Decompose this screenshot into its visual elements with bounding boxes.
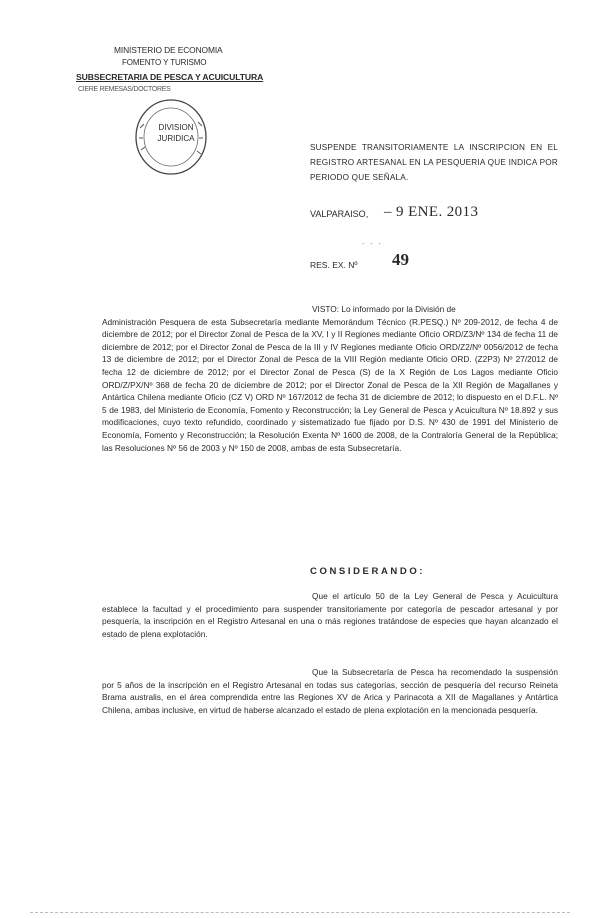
header-stamp-line: CIERE REMESAS/DOCTORES xyxy=(78,86,171,93)
resolution-label: RES. EX. Nº xyxy=(310,260,358,270)
date-value: – 9 ENE. 2013 xyxy=(384,204,479,220)
considerando-heading: CONSIDERANDO: xyxy=(310,566,426,577)
page-bottom-rule xyxy=(30,912,570,913)
seal-label: DIVISION JURIDICA xyxy=(157,123,195,143)
ministry-subtitle: FOMENTO Y TURISMO xyxy=(122,58,207,67)
resolution-subject: SUSPENDE TRANSITORIAMENTE LA INSCRIPCION EN EL REGISTRO ARTESANAL EN LA PESQUERIA QUE INDICA POR PERIODO QUE SEÑALA. xyxy=(310,143,558,182)
decorative-mark: - - - xyxy=(362,241,383,248)
considerando-paragraph-1: Que el artículo 50 de la Ley General de Pesca y Acuicultura establece la facultad y el procedimiento para suspender transitoriamente por categoría de pescador artesanal y por pesquería, la inscripción en el Registro Artesanal en una o más regiones tratándose de especies que hayan alcanzado el estado de plena explotación. xyxy=(102,591,558,639)
date-label: VALPARAISO, xyxy=(310,209,369,219)
undersecretariat-name: SUBSECRETARIA DE PESCA Y ACUICULTURA xyxy=(76,72,264,82)
visto-section xyxy=(102,303,558,454)
considerando-paragraph-2: Que la Subsecretaría de Pesca ha recomendado la suspensión por 5 años de la inscripción en el Registro Artesanal en todas sus categorías, sección de pesquería del recurso Reineta Brama australis, en el área comprendida entre las Regiones XV de Arica y Parinacota a XII de Magallanes y Antártica Chilena, ambas inclusive, en virtud de haberse alcanzado el estado de plena explotación en la mencionada pesquería. xyxy=(102,667,558,715)
ministry-name: MINISTERIO DE ECONOMIA xyxy=(114,45,223,55)
resolution-number: 49 xyxy=(392,250,409,269)
visto-body: Administración Pesquera de esta Subsecretaría mediante Memorándum Técnico (R.PESQ.) Nº 209-2012, de fecha 4 de diciembre de 2012; por el Director Zonal de Pesca de la XV, I y II Regiones mediante Oficio ORD/Z3/Nº 134 de fecha 11 de diciembre de 2012; por el Director Zonal de Pesca de la III y IV Regiones mediante Oficio ORD/Z2/Nº 0056/2012 de fecha 13 de diciembre de 2012; por el Director Zonal de Pesca de la VIII Región mediante Oficio ORD. (Z2P3) Nº 27/2012 de fecha 12 de diciembre de 2012; por el Director Zonal de Pesca (S) de la X Región de Los Lagos mediante Oficio ORD/Z/PX/Nº 368 de fecha 20 de diciembre de 2012; por el Director Zonal de Pesca de la XII Región de Magallanes y Antártica Chilena mediante Oficio (CZ V) ORD Nº 167/2012 de fecha 31 de diciembre de 2012; lo dispuesto en el D.F.L. Nº 5 de 1983, del Ministerio de Economía, Fomento y Reconstrucción; la Ley General de Pesca y Acuicultura Nº 18.892 y sus modificaciones, cuyo texto refundido, coordinado y sistematizado fue fijado por D.S. Nº 430 de 1991 del Ministerio de Economía, Fomento y Reconstrucción; la Resolución Exenta Nº 1600 de 2008, de la Contraloría General de la República; las Resoluciones Nº 56 de 2003 y Nº 150 de 2008, ambas de esta Subsecretaría. xyxy=(102,316,558,453)
visto-first-line: VISTO: Lo informado por la División de xyxy=(312,304,456,314)
